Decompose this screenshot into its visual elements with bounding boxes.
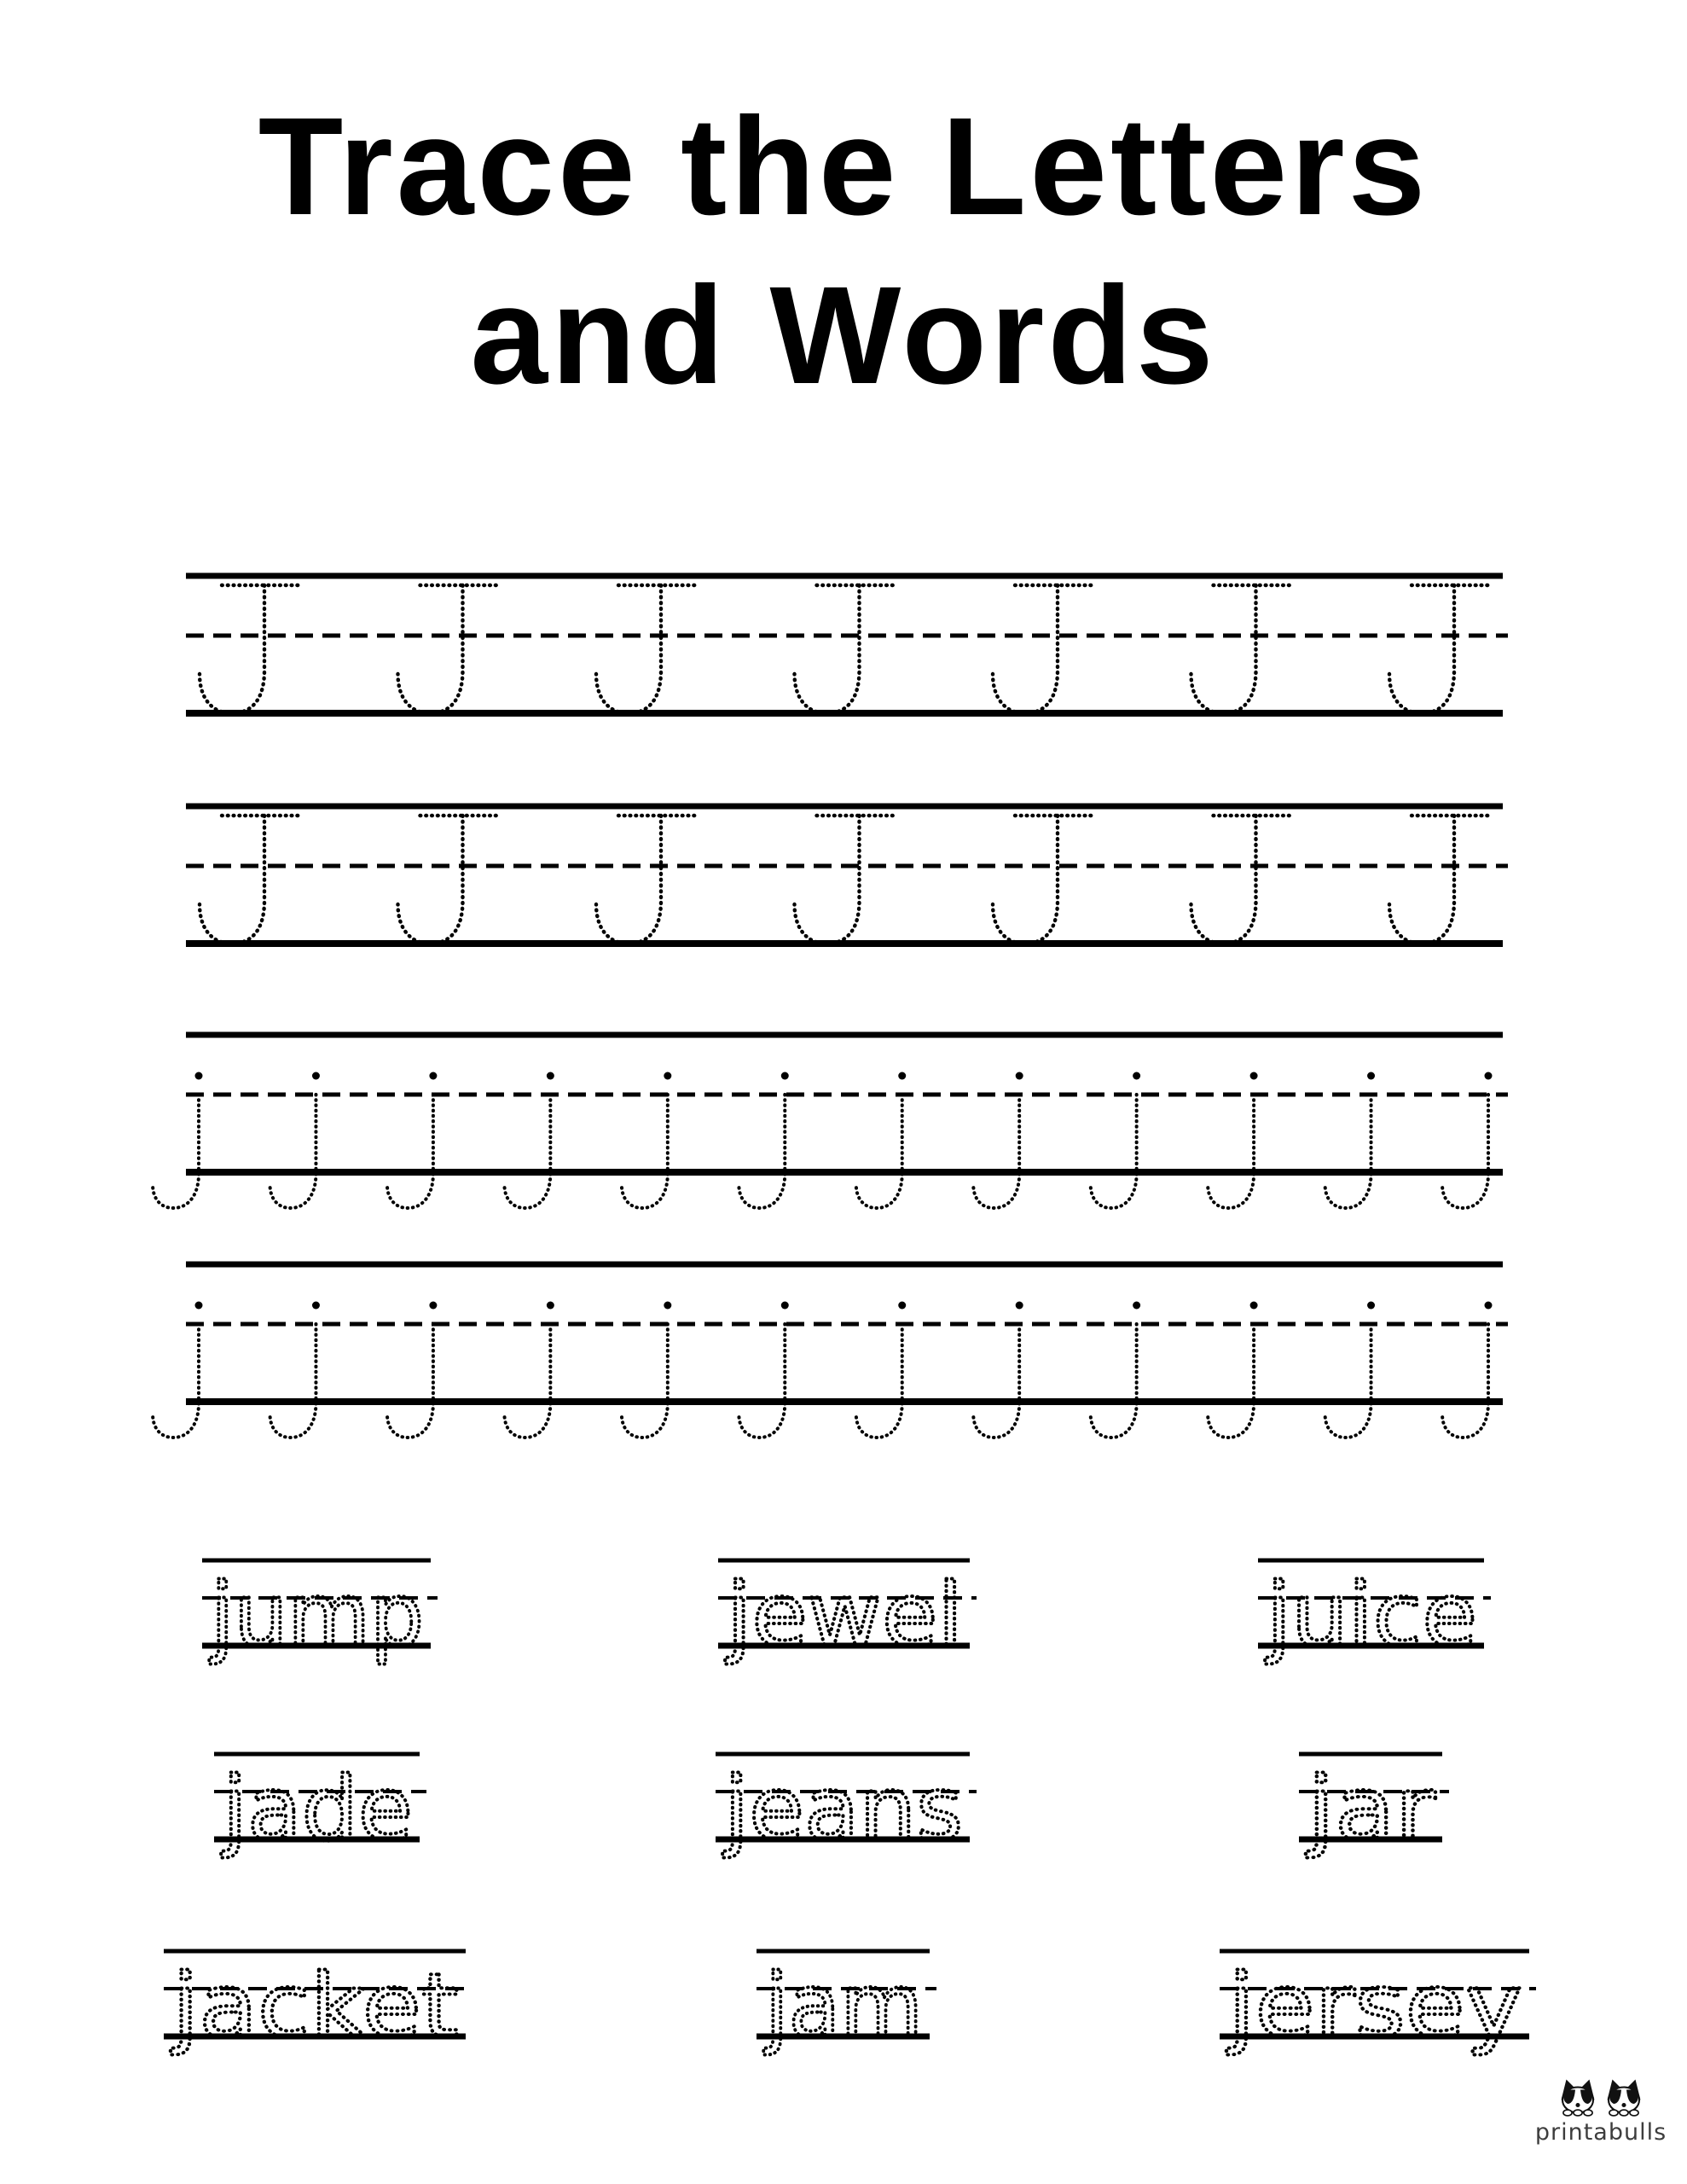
uppercase-letter-J xyxy=(398,816,500,944)
uppercase-letter-J xyxy=(596,816,698,944)
lowercase-letter-j xyxy=(622,1095,668,1208)
lowercase-letter-j xyxy=(504,1095,550,1208)
lowercase-j-dot xyxy=(1250,1302,1258,1310)
trace-word-jersey: jersey xyxy=(1226,1955,1522,2058)
lowercase-letter-j xyxy=(1091,1095,1137,1208)
trace-word-block-juice xyxy=(1258,1560,1491,1667)
lowercase-j-dot xyxy=(1016,1302,1023,1310)
trace-word-block-jersey xyxy=(1220,1951,1536,2058)
trace-word-block-jam xyxy=(757,1951,936,2058)
trace-word-jewel: jewel xyxy=(724,1565,963,1667)
lowercase-j-dot xyxy=(429,1302,437,1310)
uppercase-letter-J xyxy=(1191,816,1293,944)
uppercase-letter-J xyxy=(398,585,500,713)
lowercase-letter-j xyxy=(856,1095,902,1208)
trace-letter-row-3 xyxy=(153,1035,1508,1208)
page-title-line-1: Trace the Letters xyxy=(258,88,1429,244)
lowercase-j-dot xyxy=(1367,1302,1375,1310)
lowercase-letter-j xyxy=(153,1324,199,1438)
trace-word-block-jump xyxy=(202,1560,438,1667)
lowercase-letter-j xyxy=(856,1324,902,1438)
lowercase-j-dot xyxy=(195,1302,203,1310)
lowercase-letter-j xyxy=(739,1324,785,1438)
trace-word-jacket: jacket xyxy=(170,1955,459,2058)
trace-word-jar: jar xyxy=(1305,1758,1436,1861)
uppercase-letter-J xyxy=(200,816,301,944)
lowercase-j-dot xyxy=(898,1302,906,1310)
lowercase-j-dot xyxy=(1133,1302,1140,1310)
lowercase-j-dot xyxy=(664,1302,671,1310)
trace-word-block-jade xyxy=(214,1754,426,1861)
lowercase-letter-j xyxy=(1442,1095,1488,1208)
lowercase-letter-j xyxy=(1325,1324,1371,1438)
trace-word-jump: jump xyxy=(209,1565,424,1667)
lowercase-j-dot xyxy=(1485,1302,1493,1310)
lowercase-letter-j xyxy=(1325,1095,1371,1208)
trace-letter-row-1 xyxy=(186,576,1508,713)
printabulls-logo xyxy=(1533,2078,1669,2146)
trace-word-jade: jade xyxy=(220,1758,413,1861)
trace-word-juice: juice xyxy=(1264,1565,1477,1667)
uppercase-letter-J xyxy=(993,585,1094,713)
lowercase-j-dot xyxy=(1133,1072,1140,1080)
lowercase-letter-j xyxy=(739,1095,785,1208)
trace-letter-row-4 xyxy=(153,1264,1508,1438)
lowercase-j-dot xyxy=(547,1072,554,1080)
trace-word-block-jar xyxy=(1299,1754,1449,1861)
logo-text: printabulls xyxy=(1534,2119,1667,2146)
lowercase-j-dot xyxy=(781,1072,789,1080)
trace-word-jeans: jeans xyxy=(722,1758,963,1861)
lowercase-letter-j xyxy=(1208,1324,1254,1438)
two-bulldogs-icon xyxy=(1560,2078,1642,2117)
uppercase-letter-J xyxy=(596,585,698,713)
uppercase-letter-J xyxy=(1389,816,1491,944)
uppercase-letter-J xyxy=(1191,585,1293,713)
bulldog-head-left xyxy=(1562,2080,1595,2116)
bulldog-head-right xyxy=(1608,2080,1641,2116)
lowercase-letter-j xyxy=(1208,1095,1254,1208)
lowercase-letter-j xyxy=(270,1095,316,1208)
lowercase-letter-j xyxy=(387,1095,433,1208)
uppercase-letter-J xyxy=(795,816,896,944)
trace-letter-row-2 xyxy=(186,806,1508,944)
trace-word-jam: jam xyxy=(763,1955,923,2058)
uppercase-letter-J xyxy=(1389,585,1491,713)
lowercase-j-dot xyxy=(781,1302,789,1310)
lowercase-j-dot xyxy=(898,1072,906,1080)
lowercase-letter-j xyxy=(504,1324,550,1438)
uppercase-letter-J xyxy=(993,816,1094,944)
lowercase-j-dot xyxy=(195,1072,203,1080)
lowercase-letter-j xyxy=(973,1324,1019,1438)
page-title-line-2: and Words xyxy=(470,257,1217,413)
lowercase-letter-j xyxy=(153,1095,199,1208)
lowercase-j-dot xyxy=(547,1302,554,1310)
lowercase-letter-j xyxy=(973,1095,1019,1208)
lowercase-j-dot xyxy=(312,1302,320,1310)
lowercase-j-dot xyxy=(429,1072,437,1080)
lowercase-j-dot xyxy=(664,1072,671,1080)
lowercase-j-dot xyxy=(312,1072,320,1080)
lowercase-j-dot xyxy=(1016,1072,1023,1080)
lowercase-j-dot xyxy=(1250,1072,1258,1080)
lowercase-letter-j xyxy=(1091,1324,1137,1438)
uppercase-letter-J xyxy=(200,585,301,713)
trace-word-block-jeans xyxy=(716,1754,977,1861)
lowercase-letter-j xyxy=(622,1324,668,1438)
trace-word-block-jewel xyxy=(718,1560,977,1667)
lowercase-letter-j xyxy=(270,1324,316,1438)
uppercase-letter-J xyxy=(795,585,896,713)
trace-word-block-jacket xyxy=(164,1951,472,2058)
lowercase-j-dot xyxy=(1367,1072,1375,1080)
lowercase-j-dot xyxy=(1485,1072,1493,1080)
lowercase-letter-j xyxy=(1442,1324,1488,1438)
lowercase-letter-j xyxy=(387,1324,433,1438)
